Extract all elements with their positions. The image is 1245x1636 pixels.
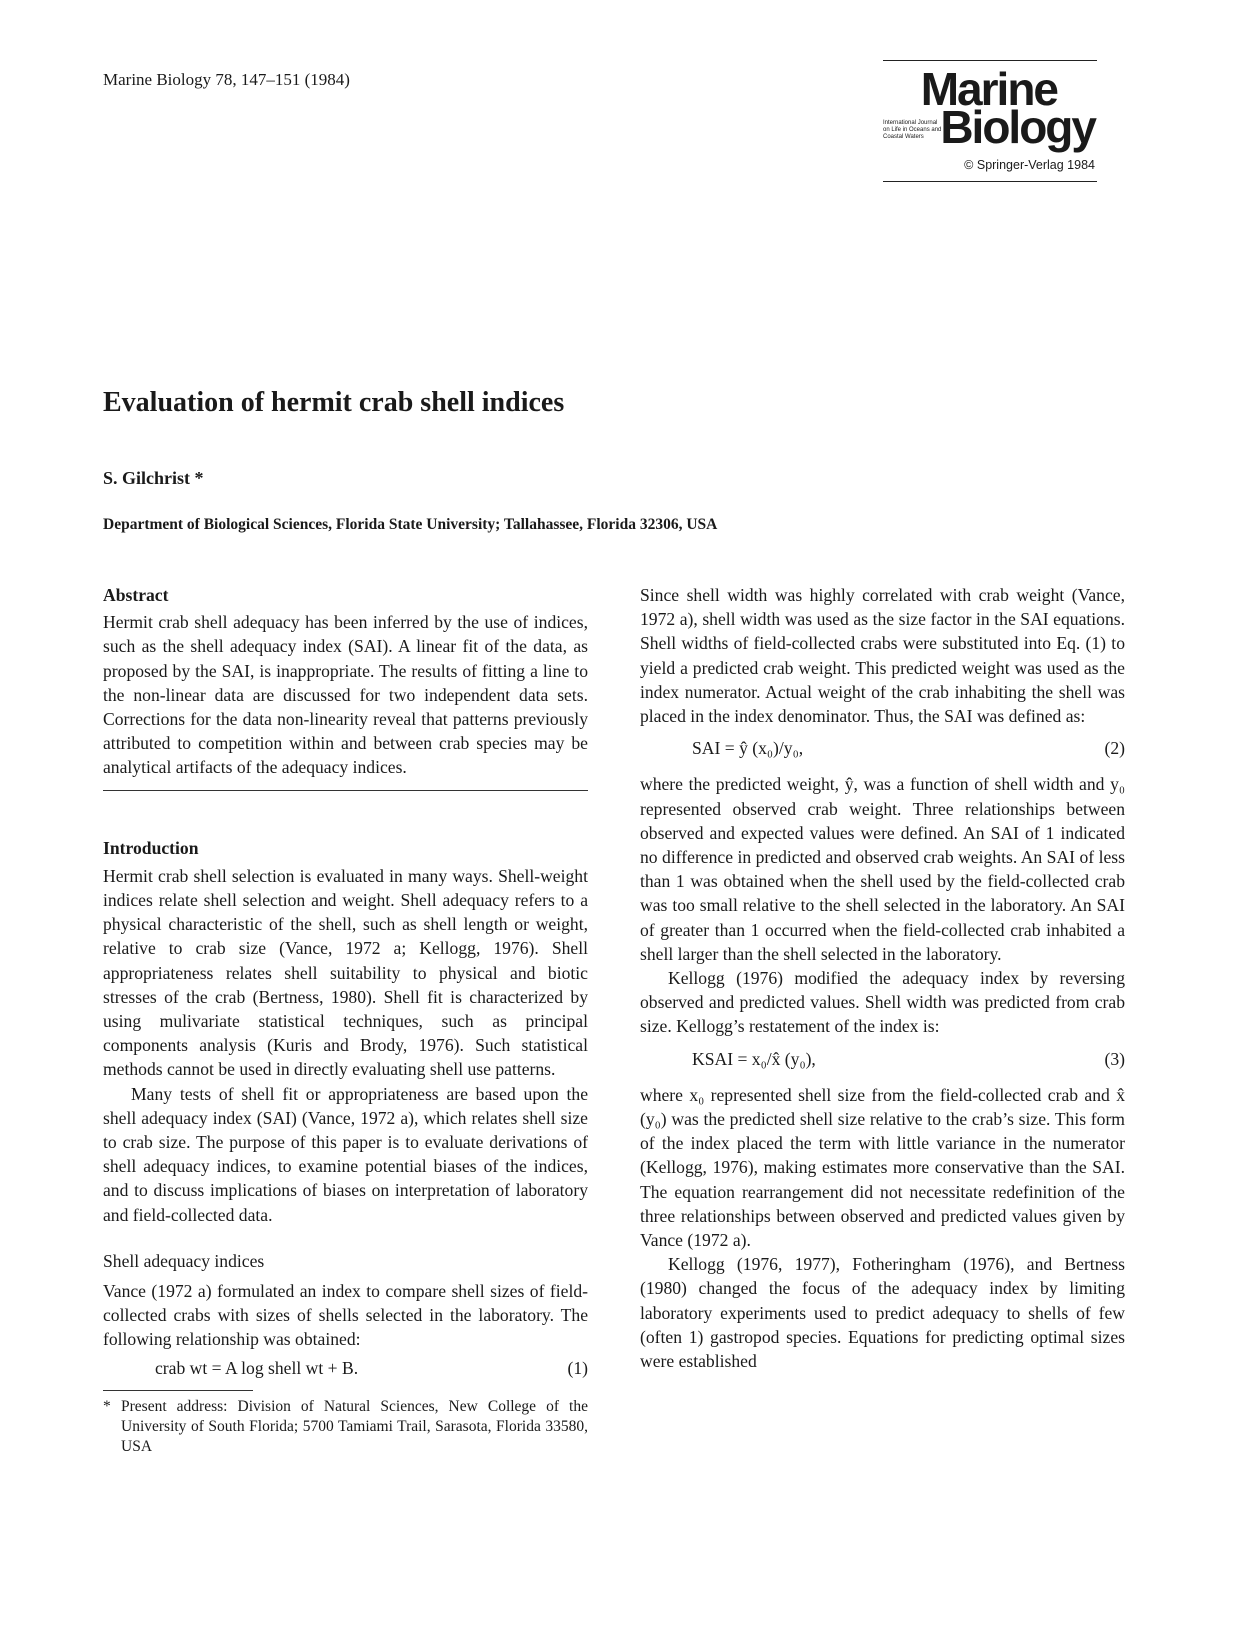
footnote-divider xyxy=(103,1390,253,1391)
right-paragraph-4: where x₀ represented shell size from the field-collected crab and x̂ (y₀) was the predicted shell size relative to the crab’s size. This form of the index placed the term with little variance in the numerator (Kellogg, 1976), making estimates more conservative than the SAI. The equation rearrangement did not necessitate redefinition of the three relationships between observed and predicted values given by Vance (1972 a). xyxy=(640,1084,1125,1251)
footnote xyxy=(103,1397,588,1457)
logo-bottom-rule xyxy=(883,181,1097,182)
right-paragraph-3: Kellogg (1976) modified the adequacy index by reversing observed and predicted values. Shell width was predicted from crab size. Kellogg’s restatement of the index is: xyxy=(640,968,1125,1037)
right-paragraph-5: Kellogg (1976, 1977), Fotheringham (1976), and Bertness (1980) changed the focus of the adequacy index by limiting laboratory experiments used to predict adequacy to shells of few (often 1) gastropod species. Equations for predicting optimal sizes were established xyxy=(640,1254,1125,1372)
logo-top-rule xyxy=(883,60,1097,61)
abstract-text: Hermit crab shell adequacy has been inferred by the use of indices, such as the shell adequacy index (SAI). A linear fit of the data, as proposed by the SAI, is inappropriate. The results of fitting a line to the non-linear data are discussed for two independent data sets. Corrections for the data non-linearity reveal that patterns previously attributed to competition within and between crab species may be analytical artifacts of the adequacy indices. xyxy=(103,612,588,778)
equation-2 xyxy=(640,736,1125,760)
equation-2-body: SAI = ŷ (x₀)/y₀, xyxy=(692,738,804,759)
journal-citation: Marine Biology 78, 147–151 (1984) xyxy=(103,70,350,89)
abstract-divider xyxy=(103,790,588,791)
right-paragraph-2: where the predicted weight, ŷ, was a function of shell width and y₀ represented observed crab weight. Three relationships between observed and expected values were defined. An SAI of 1 indicated no difference in predicted and observed crab weights. An SAI of less than 1 was obtained when the shell used by the field-collected crab was too small relative to the shell selected in the laboratory. An SAI of greater than 1 occurred when the field-collected crab inhabited a shell larger than the shell selected in the laboratory. xyxy=(640,774,1125,964)
footnote-text: Present address: Division of Natural Sciences, New College of the University of South Florida; 5700 Tamiami Trail, Sarasota, Florida 33580, USA xyxy=(121,1397,588,1455)
abstract-heading: Abstract xyxy=(103,585,169,605)
introduction-heading: Introduction xyxy=(103,837,199,858)
logo-tagline: International Journal on Life in Oceans and Coastal Waters xyxy=(883,120,942,140)
equation-3-number: (3) xyxy=(1104,1048,1125,1069)
footnote-mark: * xyxy=(103,1397,111,1415)
intro-paragraph-2: Many tests of shell fit or appropriateness are based upon the shell adequacy index (SAI) (Vance, 1972 a), which relates shell size to crab size. The purpose of this paper is to evaluate derivations of shell adequacy indices, to examine potential biases of the indices, and to discuss implications of biases on interpretation of laboratory and field-collected data. xyxy=(103,1083,588,1225)
article-title: Evaluation of hermit crab shell indices xyxy=(103,387,565,418)
journal-logo xyxy=(883,58,1097,184)
shell-indices-heading: Shell adequacy indices xyxy=(103,1250,265,1271)
left-column xyxy=(103,583,588,1457)
author-affiliation: Department of Biological Sciences, Florida State University; Tallahassee, Florida 32306, USA xyxy=(103,516,718,533)
equation-3-body: KSAI = x₀/x̂ (y₀), xyxy=(692,1048,816,1069)
equation-2-number: (2) xyxy=(1104,738,1125,759)
intro-paragraph-1: Hermit crab shell selection is evaluated in many ways. Shell-weight indices relate shell selection and weight. Shell adequacy refers to a physical characteristic of the shell, such as shell length or weight, relative to crab size (Vance, 1972 a; Kellogg, 1976). Shell appropriateness relates shell suitability to physical and biotic stresses of the crab (Bertness, 1980). Shell fit is characterized by using mulivariate statistical techniques, such as principal components analysis (Kuris and Brody, 1976). Such statistical methods cannot be used in directly evaluating shell use patterns. xyxy=(103,865,588,1080)
right-column xyxy=(640,583,1125,1373)
shell-indices-paragraph: Vance (1972 a) formulated an index to compare shell sizes of field-collected crabs with sizes of shells selected in the laboratory. The following relationship was obtained: xyxy=(103,1281,588,1350)
right-paragraph-1: Since shell width was highly correlated with crab weight (Vance, 1972 a), shell width was used as the size factor in the SAI equations. Shell widths of field-collected crabs were substituted into Eq. (1) to yield a predicted crab weight. This predicted weight was used as the index numerator. Actual weight of the crab inhabiting the shell was placed in the index denominator. Thus, the SAI was defined as: xyxy=(640,585,1125,727)
logo-word-biology: Biology xyxy=(940,101,1095,153)
copyright-notice: © Springer-Verlag 1984 xyxy=(964,158,1095,172)
author-name: S. Gilchrist * xyxy=(103,468,204,488)
logo-word-marine: Marine xyxy=(920,63,1057,115)
equation-1 xyxy=(103,1356,588,1380)
equation-1-body: crab wt = A log shell wt + B. xyxy=(155,1357,359,1378)
equation-3 xyxy=(640,1047,1125,1071)
equation-1-number: (1) xyxy=(567,1357,588,1378)
